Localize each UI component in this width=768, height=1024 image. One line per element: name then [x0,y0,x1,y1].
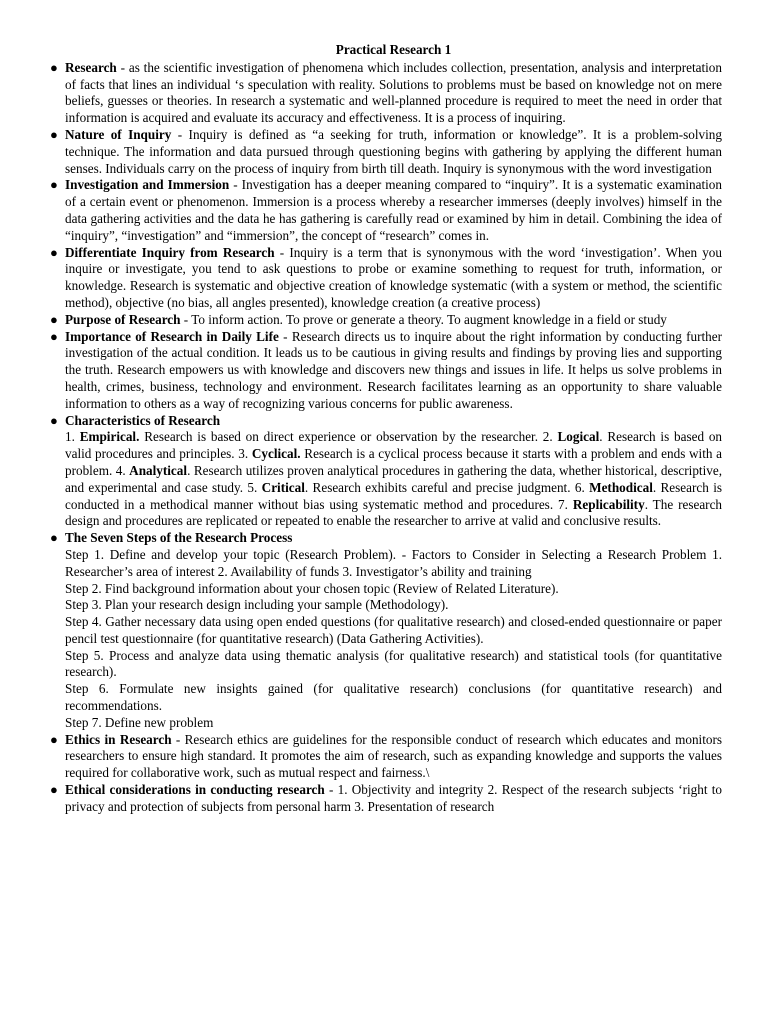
section-term: Investigation and Immersion [65,177,230,193]
section-term: Purpose of Research [65,311,181,327]
section-text: Inquiry is a term that is synonymous with the word ‘investigation’. When you inquire or investigate, you tend to ask questions to probe or examine something to request for truth, information, or knowledge. Research is systematic and objective creation of knowledge systematic (with a system or method, the scientific method), objective (no bias, all angles presented), knowledge creation (a creative process) [65,244,722,310]
bullet-icon: ● [50,311,58,327]
separator: - [278,328,292,344]
list-item [50,244,722,312]
section-term: Ethical considerations in conducting research [65,782,325,798]
characteristic-item: 2. Logical. Research is based on valid procedures and principles. [65,429,723,462]
bullet-icon: ● [50,412,58,428]
bullet-icon: ● [50,782,58,798]
list-item [50,328,722,413]
list-item [50,177,722,244]
separator: - [171,126,189,142]
list-item [50,782,722,816]
characteristic-item: 5. Critical. Research exhibits careful and precise judgment. [247,479,575,495]
steps-section [50,530,722,732]
page-title: Practical Research 1 [335,42,452,57]
section-heading: The Seven Steps of the Research Process [65,530,293,546]
section-list [50,59,723,816]
separator: - [229,177,242,193]
characteristic-item: 7. Replicability. The research design and procedures are replicated or repeated to enable the researcher to arrive at valid and conclusive results. [65,496,723,529]
separator: - [324,782,338,798]
list-item [50,126,722,177]
list-item [50,311,722,329]
step-line: Step 1. Define and develop your topic (Research Problem). - Factors to Consider in Selecting a Research Problem 1. Researcher’s area of interest 2. Availability of funds 3. Investigator’s ability and training [65,546,722,579]
step-line: Step 6. Formulate new insights gained (for qualitative research) conclusions (for quantitative research) and recommendations. [65,681,722,714]
section-term: Nature of Inquiry [65,126,172,142]
section-text: Research ethics are guidelines for the responsible conduct of research which educates and monitors researchers to ensure high standard. It promotes the aim of research, such as expanding knowledge and supports the values required for collaborative work, such as mutual respect and fairness.\ [65,731,722,781]
bullet-icon: ● [50,328,58,344]
section-text: Inquiry is defined as “a seeking for truth, information or knowledge”. It is a problem-solving technique. The information and data pursued through questioning begins with gathering by applying the different human senses. Individuals carry on the process of inquiry from birth till death. Inquiry is synonymous with the word investigation [65,126,722,176]
step-line: Step 4. Gather necessary data using open ended questions (for qualitative research) and closed-ended questionnaire or paper pencil test questionnaire (for quantitative research) (Data Gathering Activities). [65,614,722,646]
step-line: Step 7. Define new problem [65,714,214,730]
separator: - [180,311,192,327]
step-line: Step 5. Process and analyze data using thematic analysis (for qualitative research) and statistical tools (for quantitative research). [65,647,722,680]
section-term: Differentiate Inquiry from Research [65,244,275,260]
bullet-icon: ● [50,530,58,546]
bullet-icon: ● [50,244,58,260]
list-item [50,731,722,782]
characteristic-item: 3. Cyclical. Research is a cyclical process because it starts with a problem and ends with a problem. [65,446,723,478]
bullet-icon: ● [50,177,58,193]
list-item [50,59,722,127]
characteristics-section [50,412,723,531]
bullet-icon: ● [50,126,58,142]
characteristic-item: 6. Methodical. Research is conducted in a methodical manner without bias using systematic method and procedures. [65,479,722,512]
characteristic-item: 1. Empirical. Research is based on direct experience or observation by the researcher. [65,429,543,445]
section-text: 1. Objectivity and integrity 2. Respect of the research subjects ‘right to privacy and protection of subjects from personal harm 3. Presentation of research [65,782,722,814]
section-term: Importance of Research in Daily Life [65,328,279,344]
section-term: Research [65,59,117,75]
bullet-icon: ● [50,59,58,75]
step-line: Step 3. Plan your research design including your sample (Methodology). [65,597,449,613]
section-text: Investigation has a deeper meaning compared to “inquiry”. It is a systematic examination of a certain event or phenomenon. Immersion is a process whereby a researcher immerses (deeply involves) himself in the data gathering activities and the data he has gathering is carefully read or examined by him in detail. Combining the idea of “inquiry”, “investigation” and “immersion”, the concept of “research” comes in. [65,177,722,243]
characteristic-item: 4. Analytical. Research utilizes proven analytical procedures in gathering the data, whether historical, descriptive, and experimental and case study. [65,462,723,495]
section-text: To inform action. To prove or generate a theory. To augment knowledge in a field or study [191,311,667,327]
separator: - [116,59,129,75]
step-line: Step 2. Find background information about your chosen topic (Review of Related Literature). [65,580,559,596]
section-term: Ethics in Research [65,731,172,747]
section-text: as the scientific investigation of phenomena which includes collection, presentation, analysis and interpretation of facts that lines an individual ‘s speculation with reality. Solutions to problems must be based on knowledge not on mere beliefs, guesses or theories. In research a systematic and well-planned procedure is required to meet the need in order that information is acquired and evaluate its accuracy and effectiveness. It is a process of inquiring. [65,59,722,126]
section-text: Research directs us to inquire about the right information by conducting further investigation of the actual condition. It leads us to be cautious in giving results and findings by proving lies and supporting the truth. Research empowers us with knowledge and discovers new things and issues in life. It helps us solve problems in health, crimes, business, technology and environment. Research facilitates learning as an opportunity to share valuable information to others as a way of recognizing various concerns for public awareness. [65,328,722,411]
separator: - [274,244,290,260]
section-heading: Characteristics of Research [65,412,221,428]
bullet-icon: ● [50,731,58,747]
separator: - [171,731,185,747]
